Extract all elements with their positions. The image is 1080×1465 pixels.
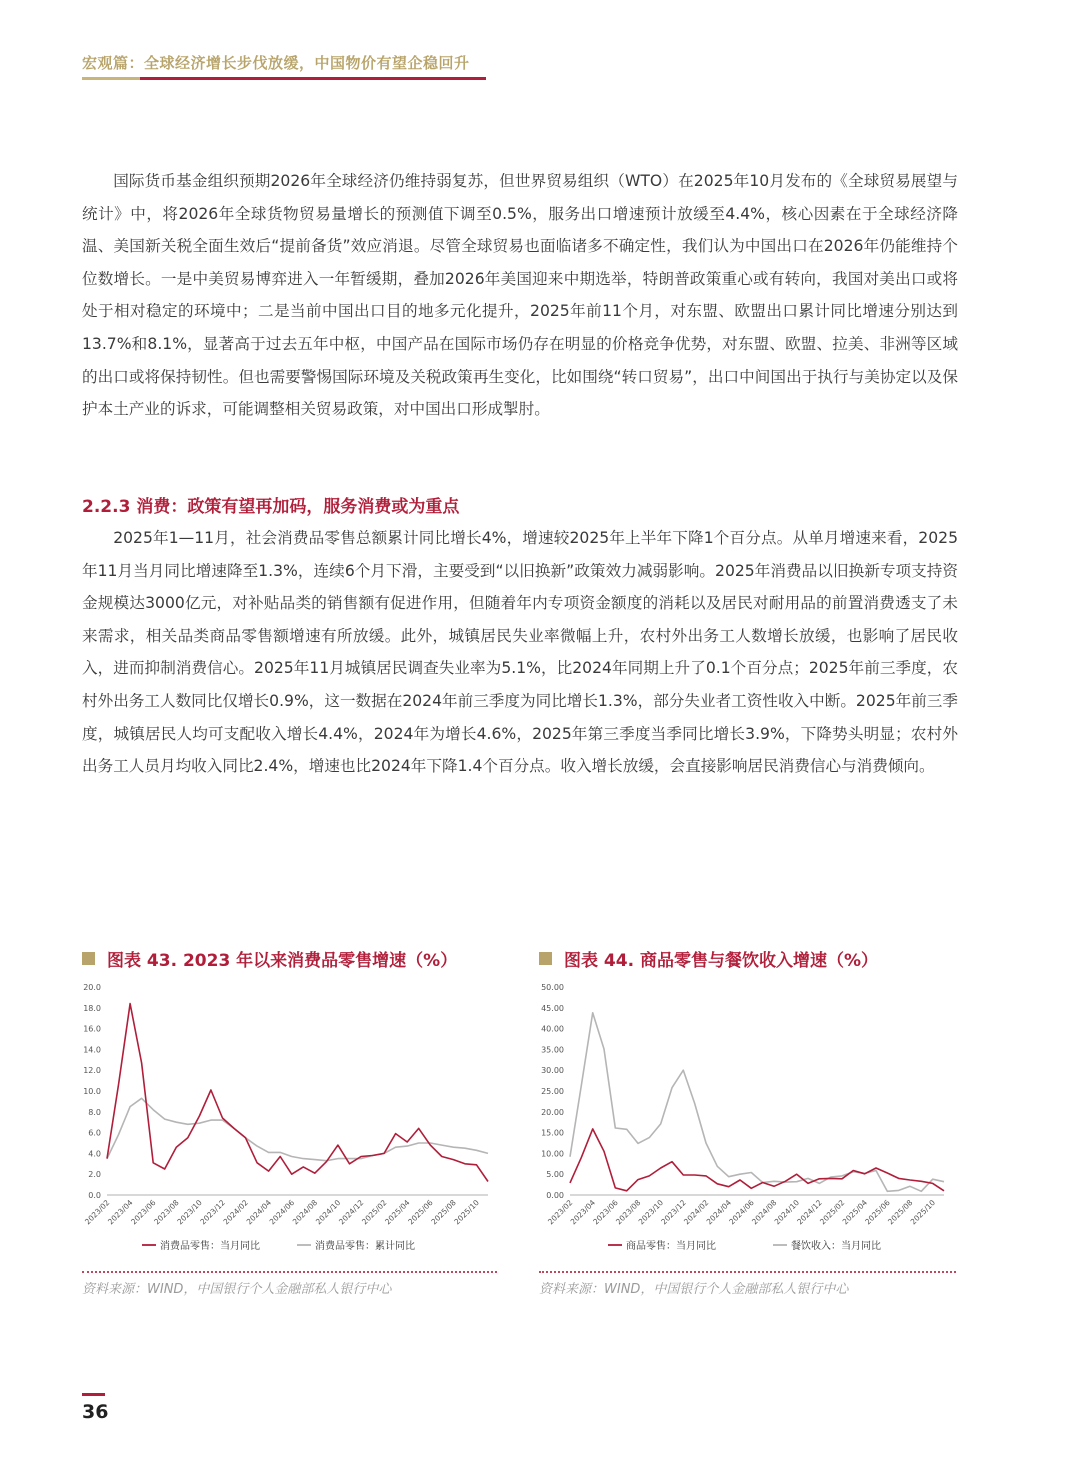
legend-label: 消费品零售：累计同比 — [315, 1241, 415, 1252]
x-tick-label: 2025/06 — [406, 1198, 435, 1227]
x-tick-label: 2024/04 — [704, 1198, 734, 1227]
series-line — [107, 1098, 488, 1160]
x-tick-label: 2023/12 — [198, 1198, 227, 1227]
figure-44-title-text: 图表 44. 商品零售与餐饮收入增速（%） — [564, 951, 878, 971]
legend-label: 商品零售：当月同比 — [626, 1241, 716, 1252]
y-tick-label: 16.0 — [83, 1024, 101, 1034]
chart-43 — [80, 978, 500, 1268]
y-tick-label: 10.0 — [83, 1087, 101, 1096]
y-tick-label: 2.0 — [88, 1170, 101, 1180]
title-square-icon — [539, 952, 552, 965]
y-tick-label: 6.0 — [88, 1128, 101, 1138]
header-title: 宏观篇：全球经济增长步伐放缓，中国物价有望企稳回升 — [82, 54, 470, 72]
section-heading: 2.2.3 消费：政策有望再加码，服务消费或为重点 — [82, 497, 460, 517]
y-tick-label: 40.00 — [541, 1024, 564, 1034]
y-tick-label: 0.0 — [88, 1191, 101, 1200]
y-tick-label: 15.00 — [541, 1128, 564, 1138]
figure-43-title-text: 图表 43. 2023 年以来消费品零售增速（%） — [107, 951, 458, 971]
y-tick-label: 5.00 — [546, 1170, 564, 1180]
y-tick-label: 45.00 — [541, 1003, 564, 1013]
header-gold-rule — [82, 77, 140, 80]
dotted-separator — [539, 1271, 956, 1273]
x-tick-label: 2025/10 — [908, 1198, 938, 1227]
y-tick-label: 18.0 — [83, 1003, 101, 1013]
figure-44-title — [539, 946, 878, 971]
body-paragraph-trade: 国际货币基金组织预期2026年全球经济仍维持弱复苏，但世界贸易组织（WTO）在2025年10月发布的《全球贸易展望与统计》中，将2026年全球货物贸易量增长的预测值下调至0.5%，服务出口增速预计放缓至4.4%，核心因素在于全球经济降温、美国新关税全面生效后“提前备货”效应消退。尽管全球贸易也面临诸多不确定性，我们认为中国出口在2026年仍能维持个位数增长。一是中美贸易博弈进入一年暂缓期，叠加2026年美国迎来中期选举，特朗普政策重心或有转向，我国对美出口或将处于相对稳定的环境中；二是当前中国出口目的地多元化提升，2025年前11个月，对东盟、欧盟出口累计同比增速分别达到13.7%和8.1%，显著高于过去五年中枢，中国产品在国际市场仍存在明显的价格竞争优势，对东盟、欧盟、拉美、非洲等区域的出口或将保持韧性。但也需要警惕国际环境及关税政策再生变化，比如围绕“转口贸易”，出口中间国出于执行与美协定以及保护本土产业的诉求，可能调整相关贸易政策，对中国出口形成掣肘。 — [82, 172, 958, 419]
x-tick-label: 2025/08 — [886, 1198, 915, 1227]
y-tick-label: 20.00 — [541, 1107, 564, 1117]
x-tick-label: 2024/08 — [290, 1198, 320, 1227]
x-tick-label: 2025/04 — [840, 1198, 870, 1227]
page-number: 36 — [82, 1401, 109, 1423]
legend-label: 消费品零售：当月同比 — [160, 1241, 260, 1252]
series-line — [107, 1004, 488, 1182]
x-tick-label: 2025/06 — [863, 1198, 892, 1227]
x-tick-label: 2023/02 — [83, 1198, 112, 1227]
x-tick-label: 2024/02 — [682, 1198, 711, 1227]
x-tick-label: 2024/08 — [750, 1198, 779, 1227]
x-tick-label: 2025/02 — [360, 1198, 389, 1227]
y-tick-label: 8.0 — [88, 1107, 101, 1117]
x-tick-label: 2024/10 — [772, 1198, 802, 1227]
x-tick-label: 2023/08 — [152, 1198, 181, 1227]
x-tick-label: 2024/06 — [727, 1198, 756, 1227]
x-tick-label: 2024/10 — [313, 1198, 343, 1227]
header-red-rule — [140, 77, 486, 80]
series-line — [570, 1013, 944, 1192]
y-tick-label: 25.00 — [541, 1087, 564, 1096]
x-tick-label: 2023/08 — [614, 1198, 643, 1227]
x-tick-label: 2023/02 — [546, 1198, 575, 1227]
x-tick-label: 2024/06 — [267, 1198, 297, 1227]
y-tick-label: 20.0 — [83, 983, 101, 992]
figure-43-title — [82, 946, 457, 971]
y-tick-label: 12.0 — [83, 1066, 101, 1076]
source-note: 资料来源：WIND，中国银行个人金融部私人银行中心 — [539, 1282, 849, 1297]
y-tick-label: 14.0 — [83, 1045, 101, 1055]
dotted-separator — [82, 1271, 497, 1273]
body-paragraph-consumption: 2025年1—11月，社会消费品零售总额累计同比增长4%，增速较2025年上半年下降1个百分点。从单月增速来看，2025年11月当月同比增速降至1.3%，连续6个月下滑，主要受到“以旧换新”政策效力减弱影响。2025年消费品以旧换新专项支持资金规模达3000亿元，对补贴品类的销售额有促进作用，但随着年内专项资金额度的消耗以及居民对耐用品的前置消费透支了未来需求，相关品类商品零售额增速有所放缓。此外，城镇居民失业率微幅上升，农村外出务工人数增长放缓，也影响了居民收入，进而抑制消费信心。2025年11月城镇居民调查失业率为5.1%，比2024年同期上升了0.1个百分点；2025年前三季度，农村外出务工人数同比仅增长0.9%，这一数据在2024年前三季度为同比增长1.3%，部分失业者工资性收入中断。2025年前三季度，城镇居民人均可支配收入增长4.4%，2024年为增长4.6%，2025年第三季度当季同比增长3.9%，下降势头明显；农村外出务工人员月均收入同比2.4%，增速也比2024年下降1.4个百分点。收入增长放缓，会直接影响居民消费信心与消费倾向。 — [82, 529, 958, 776]
x-tick-label: 2024/12 — [337, 1198, 366, 1227]
x-tick-label: 2025/10 — [452, 1198, 481, 1227]
y-tick-label: 50.00 — [541, 983, 564, 992]
series-line — [570, 1129, 944, 1191]
x-tick-label: 2024/04 — [244, 1198, 274, 1227]
x-tick-label: 2025/08 — [429, 1198, 458, 1227]
x-tick-label: 2023/06 — [129, 1198, 158, 1227]
y-tick-label: 10.00 — [541, 1149, 564, 1159]
x-tick-label: 2024/02 — [221, 1198, 250, 1227]
legend-label: 餐饮收入：当月同比 — [791, 1241, 881, 1252]
x-tick-label: 2024/12 — [795, 1198, 824, 1227]
y-tick-label: 35.00 — [541, 1045, 564, 1055]
y-tick-label: 4.0 — [88, 1149, 101, 1159]
x-tick-label: 2023/10 — [175, 1198, 204, 1227]
x-tick-label: 2025/02 — [818, 1198, 847, 1227]
y-tick-label: 30.00 — [541, 1066, 564, 1076]
y-tick-label: 0.00 — [546, 1191, 564, 1200]
x-tick-label: 2023/10 — [636, 1198, 666, 1227]
x-tick-label: 2025/04 — [383, 1198, 412, 1227]
page-number-rule — [82, 1393, 105, 1396]
title-square-icon — [82, 952, 95, 965]
x-tick-label: 2023/06 — [591, 1198, 620, 1227]
x-tick-label: 2023/12 — [659, 1198, 688, 1227]
source-note: 资料来源：WIND，中国银行个人金融部私人银行中心 — [82, 1282, 392, 1297]
x-tick-label: 2023/04 — [106, 1198, 135, 1227]
x-tick-label: 2023/04 — [568, 1198, 598, 1227]
chart-44 — [536, 978, 956, 1268]
